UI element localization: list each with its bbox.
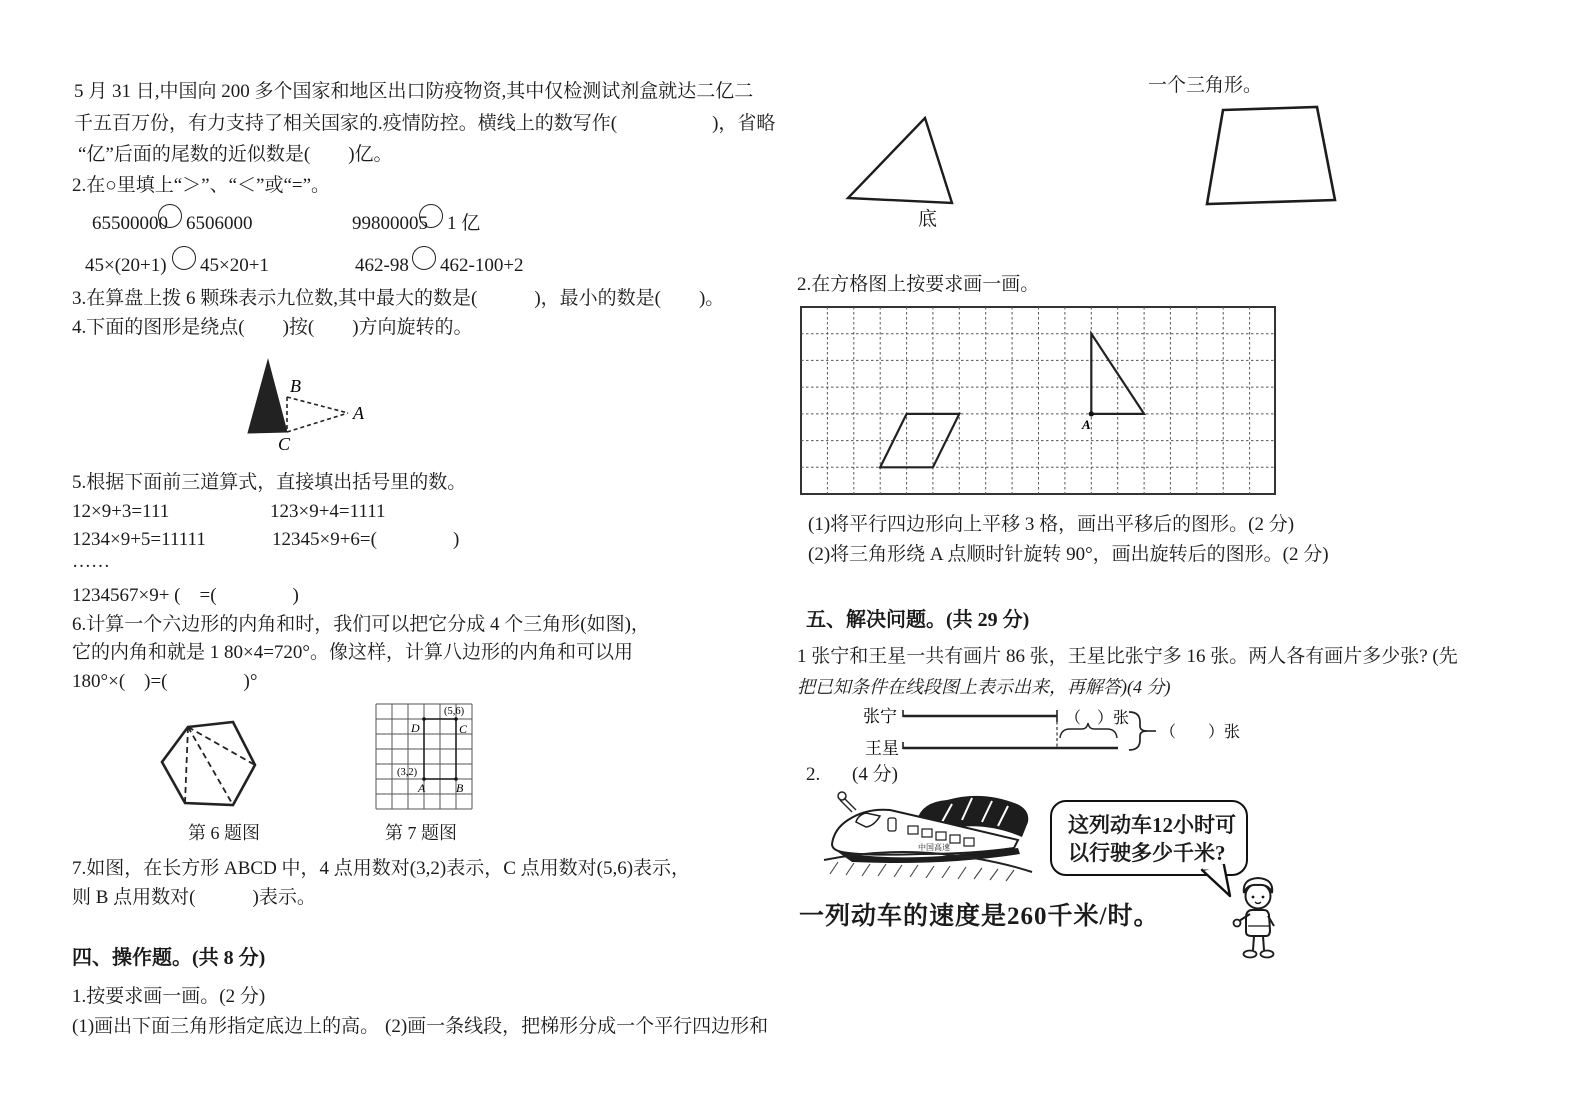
triangle-outline (848, 118, 952, 203)
point-label-b: B (290, 376, 301, 396)
comparison-circle (172, 246, 196, 270)
point-label-d: D (411, 721, 420, 735)
comparison-circle (412, 246, 436, 270)
q7-line2: 则 B 点用数对( )表示。 (72, 887, 316, 908)
compare-value: 462-98 (355, 255, 409, 276)
q2b-number: 2. (806, 764, 821, 785)
segment-name-bottom: 王星 (865, 739, 899, 758)
compare-value: 99800005 (352, 213, 428, 234)
point-label-c: C (278, 434, 291, 454)
point-a-dot (1089, 411, 1094, 416)
grid-point-a-label: A (1082, 417, 1091, 432)
continuation-text: 一个三角形。 (1148, 75, 1263, 96)
bubble-line2: 以行驶多少千米? (1068, 841, 1226, 865)
coord-label-c: (5,6) (444, 706, 465, 717)
comparison-circle (419, 204, 443, 228)
grid-border (801, 307, 1275, 494)
coord-label-a: (3,2) (397, 767, 418, 778)
coordinate-grid-figure (372, 698, 478, 812)
q6-line2: 它的内角和就是 1 80×4=720°。像这样，计算八边形的内角和可以用 (72, 642, 634, 663)
section5-title: 五、解决问题。(共 29 分) (806, 609, 1030, 631)
ground-hatching (830, 862, 1014, 881)
drawing-grid (800, 306, 1277, 496)
boy-hand (1234, 920, 1241, 927)
compare-value: 1 亿 (447, 213, 481, 234)
compare-value: 65500000 (92, 213, 168, 234)
hexagon-figure (148, 700, 268, 815)
triangle-base-label: 底 (918, 209, 938, 230)
fig6-caption: 第 6 题图 (188, 823, 260, 843)
section4-q1-sub1: (1)画出下面三角形指定底边上的高。 (72, 1016, 380, 1037)
rotation-figure (240, 352, 375, 457)
boy-cartoon (1226, 874, 1288, 966)
point-label-a: A (418, 781, 426, 795)
train-side-text: 中国高速 (918, 843, 950, 852)
segment-blank-small: （ ）张 (1065, 710, 1130, 727)
q1-line1: 5 月 31 日,中国向 200 多个国家和地区出口防疫物资,其中仅检测试剂盒就达二亿二 (74, 81, 754, 102)
q5-eq5: 1234567×9+ ( =( ) (72, 585, 299, 606)
q6-line1: 6.计算一个六边形的内角和时，我们可以把它分成 4 个三角形(如图)， (72, 614, 650, 635)
q7-line1: 7.如图，在长方形 ABCD 中，4 点用数对(3,2)表示，C 点用数对(5,6)表示， (72, 858, 691, 879)
train-illustration (822, 782, 1037, 882)
segment-diagram (855, 698, 1245, 760)
trapezoid-figure (1195, 100, 1345, 215)
bubble-line1: 这列动车12小时可 (1068, 813, 1236, 837)
fig7-caption: 第 7 题图 (385, 823, 457, 843)
q1-line3: “亿”后面的尾数的近似数是( )亿。 (78, 144, 393, 165)
section4-q1-sub2: (2)画一条线段，把梯形分成一个平行四边形和 (385, 1016, 769, 1037)
compare-value: 6506000 (186, 213, 253, 234)
q2-title: 2.在○里填上“＞”、“＜”或“=”。 (72, 175, 331, 196)
q5-eq3: 1234×9+5=11111 (72, 529, 206, 550)
q4-text: 4.下面的图形是绕点( )按( )方向旋转的。 (72, 317, 473, 338)
q5-eq4: 12345×9+6=( ) (272, 529, 460, 550)
triangle-shape (1091, 334, 1144, 414)
compare-value: 45×(20+1) (85, 255, 167, 276)
section5-q1-line2: 把已知条件在线段图上表示出来，再解答)(4 分) (797, 677, 1171, 697)
segment-name-top: 张宁 (863, 707, 897, 726)
compare-value: 462-100+2 (440, 255, 524, 276)
q5-eq2: 123×9+4=1111 (270, 501, 386, 522)
q5-eq1: 12×9+3=111 (72, 501, 170, 522)
q3-text: 3.在算盘上拨 6 颗珠表示九位数,其中最大的数是( )，最小的数是( )。 (72, 288, 725, 309)
point-label-c: C (459, 722, 468, 736)
compare-value: 45×20+1 (200, 255, 269, 276)
triangle-figure (840, 102, 1015, 212)
q6-line3: 180°×( )=( )° (72, 671, 258, 692)
q5-ellipsis: …… (72, 551, 110, 572)
big-brace (1129, 712, 1147, 750)
right-q2-sub1: (1)将平行四边形向上平移 3 格，画出平移后的图形。(2 分) (808, 514, 1295, 535)
solid-triangle (248, 360, 287, 433)
right-q2-title: 2.在方格图上按要求画一画。 (797, 274, 1040, 295)
trapezoid-outline (1207, 107, 1335, 204)
segment-blank-big: （ ）张 (1160, 724, 1241, 741)
point-label-a: A (353, 403, 364, 423)
q5-title: 5.根据下面前三道算式，直接填出括号里的数。 (72, 472, 467, 493)
section4-title: 四、操作题。(共 8 分) (72, 947, 266, 969)
section4-q1: 1.按要求画一画。(2 分) (72, 986, 266, 1007)
comparison-circle (158, 204, 182, 228)
speed-statement: 一列动车的速度是260千米/时。 (799, 903, 1160, 930)
q1-line2: 千五百万份，有力支持了相关国家的.疫情防控。横线上的数写作( )，省略 (74, 113, 776, 134)
right-q2-sub2: (2)将三角形绕 A 点顺时针旋转 90°，画出旋转后的图形。(2 分) (808, 544, 1329, 565)
point-label-b: B (456, 781, 464, 795)
section5-q1-line1: 1 张宁和王星一共有画片 86 张，王星比张宁多 16 张。两人各有画片多少张? (先 (797, 646, 1458, 667)
q2b-score: (4 分) (852, 764, 898, 785)
